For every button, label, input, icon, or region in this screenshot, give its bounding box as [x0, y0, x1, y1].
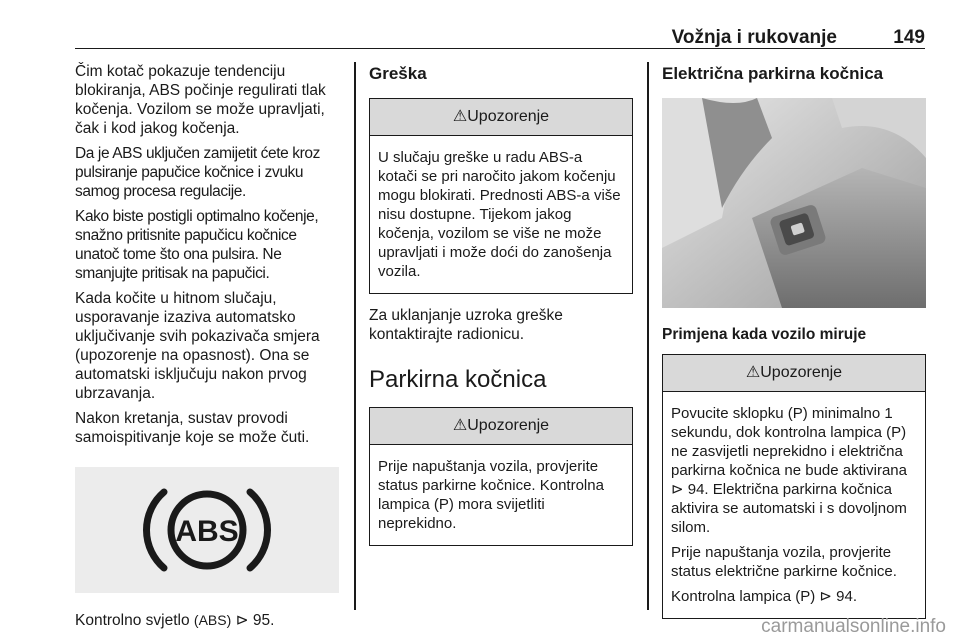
- abs-paragraph-2: Da je ABS uključen zamijetit ćete kroz pulsiranje papučice kočnice i zvuku samog procesa regulacije.: [75, 145, 320, 200]
- warning-header: [663, 355, 925, 392]
- control-light-line: [75, 611, 343, 630]
- parking-brake-heading: Parkirna kočnica: [369, 366, 547, 393]
- abs-paragraph-5: Nakon kretanja, sustav provodi samoispitivanje koje se može čuti.: [75, 410, 310, 446]
- control-light-page-ref[interactable]: 95.: [252, 612, 275, 629]
- abs-paragraph-1: Čim kotač pokazuje tendenciju blokiranja, ABS počinje regulirati tlak kočenja. Vozilom se može upravljati, čak i kod jakog kočenja.: [75, 63, 326, 137]
- warning-body: [663, 392, 925, 618]
- epb-subheading: Primjena kada vozilo miruje: [662, 326, 867, 343]
- abs-paragraph-4: Kada kočite u hitnom slučaju, usporavanje izaziva automatsko uključivanje svih pokazivača smjera (upozorenje na opasnost). Ona se automatski isključuju nakon prvog ubrzavanja.: [75, 290, 320, 402]
- epb-warning-text-3: Kontrolna lampica (P) ⊳ 94.: [671, 588, 857, 605]
- warning-box-epb: [662, 354, 926, 619]
- column-abs: [75, 62, 343, 636]
- fault-heading: Greška: [369, 64, 427, 83]
- warning-label: Upozorenje: [467, 108, 550, 125]
- warning-box-fault: [369, 98, 633, 294]
- warning-label: Upozorenje: [467, 417, 550, 434]
- abs-indicator-small-icon: (ABS): [193, 612, 232, 628]
- column-electric-parking-brake: [662, 62, 926, 631]
- warning-text: U slučaju greške u radu ABS-a kotači se pri naročito jakom kočenju mogu blokirati. Prednosti ABS-a više nisu dostupne. Tijekom jakog kočenja, vozilom se više ne može upravljati i može doći do zanošenja vozila.: [378, 149, 621, 280]
- warning-triangle-icon: ⚠: [452, 417, 468, 434]
- epb-warning-text-1: Povucite sklopku (P) minimalno 1 sekundu, dok kontrolna lampica (P) ne zasvijetli neprekidno i električna parkirna kočnica ne bude aktivirana ⊳ 94. Električna parkirna kočnica aktivira se automatski i s dovoljnom silom.: [671, 405, 907, 536]
- warning-box-parking: [369, 407, 633, 546]
- column-divider-2: [647, 62, 649, 610]
- warning-header: [370, 408, 632, 445]
- warning-header: [370, 99, 632, 136]
- warning-body: [370, 445, 632, 545]
- console-photo-illustration: [662, 98, 926, 308]
- abs-icon-label: ABS: [175, 515, 239, 548]
- warning-triangle-icon: ⚠: [452, 108, 468, 125]
- epb-switch-photo: [662, 98, 926, 308]
- warning-triangle-icon: ⚠: [745, 364, 761, 381]
- fault-repair-text: Za uklanjanje uzroka greške kontaktirajte radionicu.: [369, 307, 563, 343]
- abs-paragraph-3: Kako biste postigli optimalno kočenje, snažno pritisnite papučicu kočnice unatoč tome što ona pulsira. Ne smanjujte pritisak na papučici.: [75, 208, 319, 282]
- page-number: 149: [893, 27, 925, 48]
- column-divider-1: [354, 62, 356, 610]
- abs-warning-light-image: [75, 467, 339, 593]
- warning-label: Upozorenje: [760, 364, 843, 381]
- column-fault-parking: [369, 62, 633, 558]
- section-title: Vožnja i rukovanje: [671, 27, 837, 48]
- warning-body: [370, 136, 632, 293]
- reference-arrow-icon: ⊳: [235, 612, 249, 629]
- abs-indicator-icon: [142, 482, 272, 578]
- page-header: [75, 0, 925, 49]
- epb-heading: Električna parkirna kočnica: [662, 64, 884, 83]
- warning-text: Prije napuštanja vozila, provjerite status parkirne kočnice. Kontrolna lampica (P) mora svijetliti neprekidno.: [378, 458, 604, 532]
- watermark: carmanualsonline.info: [761, 616, 946, 637]
- control-light-label: Kontrolno svjetlo: [75, 612, 190, 629]
- epb-warning-text-2: Prije napuštanja vozila, provjerite status električne parkirne kočnice.: [671, 544, 897, 580]
